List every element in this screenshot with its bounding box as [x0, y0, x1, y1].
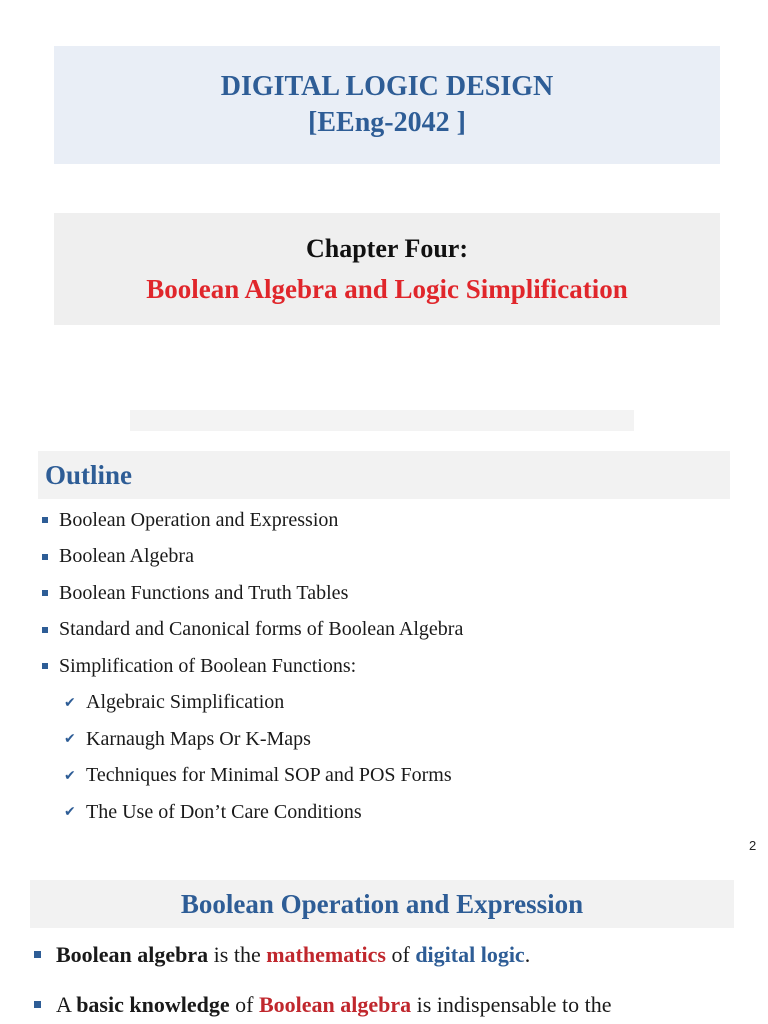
- paragraph-1: Boolean algebra is the mathematics of digital logic .: [34, 942, 530, 968]
- placeholder-bar: [130, 410, 634, 431]
- outline-subitem: ✔ The Use of Don’t Care Conditions: [64, 800, 362, 823]
- outline-item: Boolean Operation and Expression: [42, 502, 463, 539]
- check-bullet-icon: ✔: [64, 767, 76, 784]
- course-title-banner: [54, 46, 720, 164]
- square-bullet-icon: [42, 590, 48, 596]
- section-heading: Boolean Operation and Expression: [30, 880, 734, 928]
- outline-list: [42, 502, 463, 831]
- square-bullet-icon: [42, 663, 48, 669]
- course-title: DIGITAL LOGIC DESIGN: [220, 71, 554, 102]
- check-bullet-icon: ✔: [64, 804, 76, 821]
- chapter-banner: [54, 213, 720, 325]
- square-bullet-icon: [42, 627, 48, 633]
- page-number: 2: [749, 838, 757, 853]
- check-bullet-icon: ✔: [64, 731, 76, 748]
- course-code: [EEng-2042 ]: [308, 107, 466, 138]
- outline-subitem: ✔ Techniques for Minimal SOP and POS Forms: [64, 764, 452, 787]
- outline-item: Standard and Canonical forms of Boolean Algebra: [42, 612, 463, 649]
- outline-subitem: ✔ Algebraic Simplification: [64, 691, 285, 714]
- outline-item: Boolean Functions and Truth Tables: [42, 575, 463, 612]
- chapter-label: Chapter Four:: [305, 234, 468, 263]
- paragraph-2: A basic knowledge of Boolean algebra is indispensable to the: [34, 992, 612, 1018]
- outline-heading: Outline: [38, 451, 730, 499]
- outline-item: Simplification of Boolean Functions:: [42, 648, 463, 685]
- square-bullet-icon: [34, 951, 41, 958]
- outline-item: Boolean Algebra: [42, 539, 463, 576]
- check-bullet-icon: ✔: [64, 694, 76, 711]
- square-bullet-icon: [34, 1001, 41, 1008]
- chapter-subtitle: Boolean Algebra and Logic Simplification: [146, 274, 628, 304]
- square-bullet-icon: [42, 517, 48, 523]
- outline-subitem: ✔ Karnaugh Maps Or K-Maps: [64, 727, 311, 750]
- square-bullet-icon: [42, 554, 48, 560]
